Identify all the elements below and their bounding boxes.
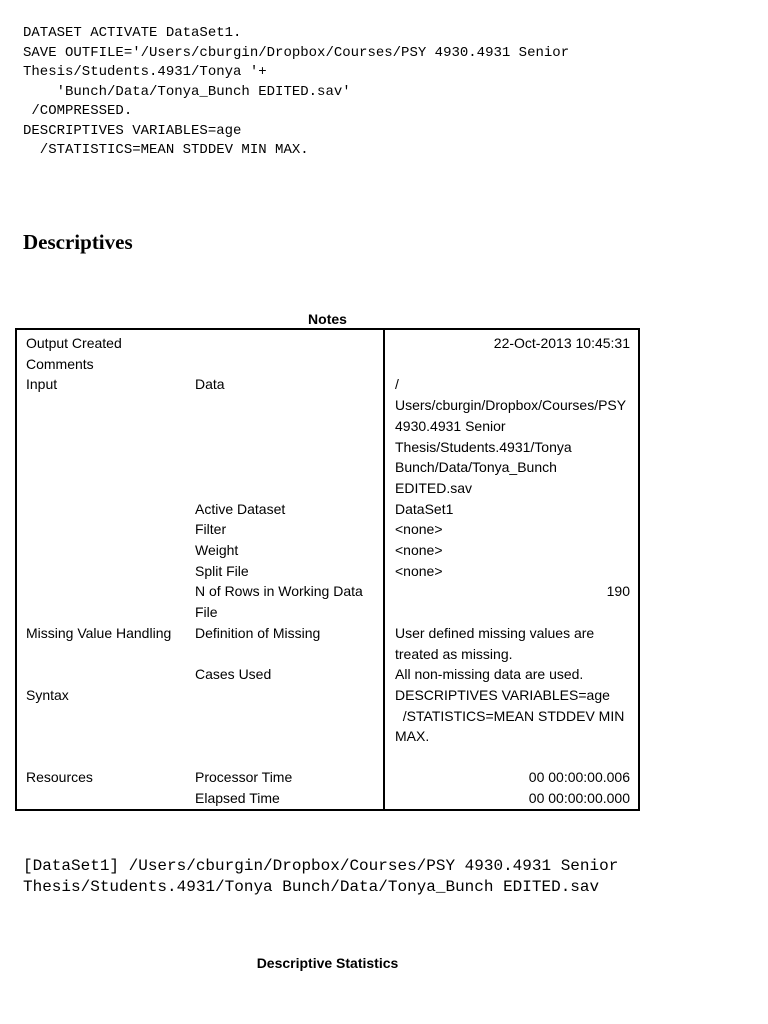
- notes-cell-c3: <none>: [395, 562, 443, 579]
- notes-row: [17, 540, 638, 561]
- notes-cell-c1: [17, 540, 187, 561]
- notes-cell-c3: All non-missing data are used.: [395, 666, 584, 683]
- notes-cell-c2: [187, 333, 384, 354]
- notes-cell-c3: User defined missing values are treated as missing.: [395, 624, 599, 662]
- notes-row: [17, 499, 638, 520]
- notes-cell-c2: Active Dataset: [195, 500, 286, 517]
- notes-cell-c1: Comments: [26, 355, 94, 372]
- notes-cell-c1: Output Created: [26, 335, 122, 351]
- notes-cell-c1: Syntax: [26, 686, 69, 703]
- notes-row: [17, 354, 638, 375]
- syntax-block: DATASET ACTIVATE DataSet1. SAVE OUTFILE='/Users/cburgin/Dropbox/Courses/PSY 4930.4931 Senior Thesis/Students.4931/Tonya '+ 'Bunch/Data/Tonya_Bunch EDITED.sav' /COMPRESSED. DESCRIPTIVES VARIABLES=age /STATISTICS=MEAN STDDEV MIN MAX.: [23, 25, 570, 158]
- notes-cell-c1: [17, 664, 187, 685]
- notes-cell-c1: [17, 788, 187, 809]
- notes-cell-c3: 00 00:00:00.000: [528, 789, 630, 806]
- dataset-path-line: [DataSet1] /Users/cburgin/Dropbox/Courses/PSY 4930.4931 Senior Thesis/Students.4931/Tonya Bunch/Data/Tonya_Bunch EDITED.sav: [23, 857, 619, 896]
- notes-row: [17, 685, 638, 747]
- notes-row: [17, 767, 638, 788]
- notes-cell-c3: DESCRIPTIVES VARIABLES=age /STATISTICS=MEAN STDDEV MIN MAX.: [395, 686, 625, 745]
- notes-row: [17, 623, 638, 664]
- notes-row: [17, 333, 638, 354]
- notes-cell-c1: Resources: [26, 769, 93, 786]
- notes-cell-c2: Weight: [195, 542, 239, 559]
- notes-cell-c2: Split File: [195, 562, 249, 579]
- notes-cell-c2: Definition of Missing: [195, 624, 321, 641]
- notes-cell-c2: Filter: [195, 521, 227, 538]
- notes-cell-c3: <none>: [395, 521, 443, 538]
- notes-cell-c1: Input: [26, 376, 58, 393]
- row-spacer: [17, 747, 638, 767]
- notes-cell-c3: DataSet1: [395, 500, 454, 517]
- notes-cell-c2: [187, 685, 384, 747]
- notes-cell-c1: Missing Value Handling: [26, 624, 172, 641]
- notes-cell-c3: 00 00:00:00.006: [528, 769, 630, 786]
- notes-cell-c1: [17, 581, 187, 622]
- notes-table: [15, 328, 640, 811]
- notes-row: [17, 664, 638, 685]
- notes-cell-c3: 22-Oct-2013 10:45:31: [493, 335, 630, 351]
- notes-cell-c3: 190: [606, 583, 630, 600]
- notes-cell-c1: [17, 519, 187, 540]
- notes-table-title: Notes: [308, 311, 347, 327]
- notes-cell-c2: Cases Used: [195, 666, 272, 683]
- notes-cell-c3: <none>: [395, 542, 443, 559]
- notes-cell-c2: Elapsed Time: [195, 789, 280, 806]
- notes-cell-c2: [187, 354, 384, 375]
- notes-row: [17, 374, 638, 498]
- notes-cell-c2: Processor Time: [195, 769, 293, 786]
- descriptive-statistics-title: Descriptive Statistics: [256, 955, 399, 971]
- notes-row: [17, 581, 638, 622]
- notes-cell-c3: [384, 354, 638, 375]
- section-heading: Descriptives: [23, 230, 133, 254]
- notes-cell-c2: N of Rows in Working Data File: [195, 583, 363, 621]
- notes-row: [17, 519, 638, 540]
- notes-cell-c2: Data: [195, 376, 225, 393]
- notes-row: [17, 788, 638, 809]
- notes-rows: [17, 333, 638, 808]
- notes-row: [17, 561, 638, 582]
- notes-cell-c3: / Users/cburgin/Dropbox/Courses/PSY 4930.4931 Senior Thesis/Students.4931/Tonya Bunch/Data/Tonya_Bunch EDITED.sav: [395, 376, 626, 496]
- notes-cell-c1: [17, 499, 187, 520]
- notes-cell-c1: [17, 561, 187, 582]
